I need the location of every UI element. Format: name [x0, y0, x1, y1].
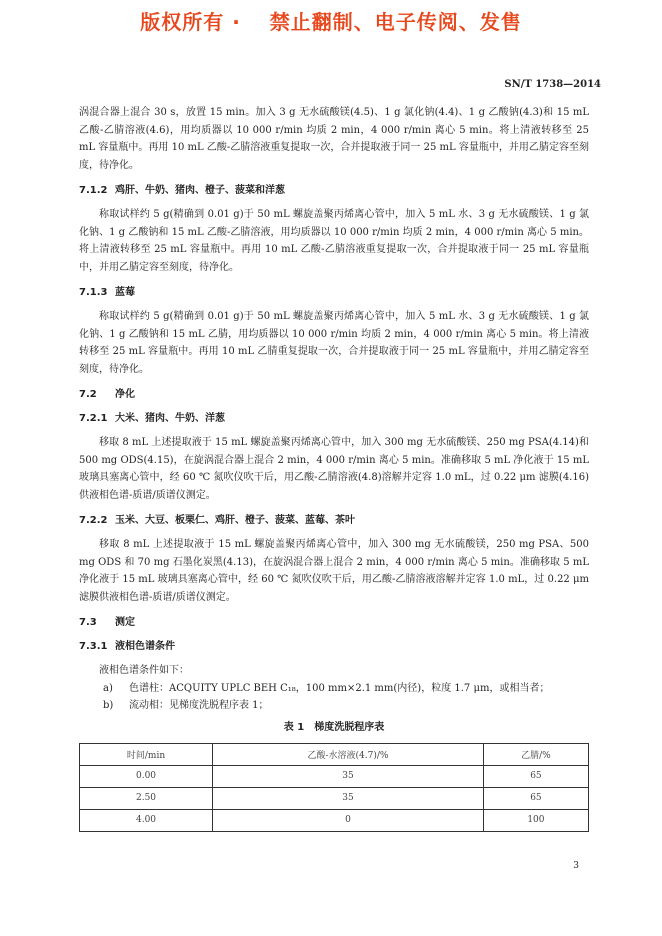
table-row [80, 765, 589, 787]
section-heading-7-2 [79, 388, 589, 402]
table-header-cell: 乙酸-水溶液(4.7)/% [213, 743, 484, 765]
page-content [79, 104, 589, 832]
section-7-1-2-paragraph: 称取试样约 5 g(精确到 0.01 g)于 50 mL 螺旋盖聚丙烯离心管中，加入 5 mL 水、3 g 无水硫酸镁、1 g 氯化钠、1 g 乙酸钠和 15 mL 乙酸-乙腈溶液，用均质器以 10 000 r/min 均质 2 min，4 000 r/min 离心 5 min。将上清液转移至 25 mL 容量瓶中。再用 10 mL 乙酸-乙腈溶液重复提取一次，合并提取液于同一 25 mL 容量瓶中，并用乙腈定容至刻度，待净化。 [79, 209, 589, 273]
section-number: 7.2.2 [79, 515, 108, 526]
table-header-cell: 乙腈/% [483, 743, 588, 765]
gradient-table [79, 743, 589, 832]
section-title: 玉米、大豆、板栗仁、鸡肝、橙子、菠菜、蓝莓、茶叶 [115, 515, 355, 526]
section-number: 7.1.2 [79, 185, 108, 196]
section-number: 7.2 [79, 389, 97, 400]
section-heading-7-2-2 [79, 514, 589, 528]
table-cell: 100 [483, 809, 588, 831]
item-text: 色谱柱：ACQUITY UPLC BEH C₁₈，100 mm×2.1 mm(内径)，粒度 1.7 μm，或相当者； [129, 682, 550, 694]
page-number: 3 [573, 861, 579, 871]
section-heading-7-1-3 [79, 286, 589, 300]
table-cell: 4.00 [80, 809, 213, 831]
list-item [79, 680, 589, 697]
section-7-1-3-paragraph: 称取试样约 5 g(精确到 0.01 g)于 50 mL 螺旋盖聚丙烯离心管中，加入 5 mL 水、3 g 无水硫酸镁、1 g 氯化钠、1 g 乙酸钠和 15 mL 乙腈，用均质器以 10 000 r/min 均质 2 min，4 000 r/min 离心 5 min。将上清液转移至 25 mL 容量瓶中。再用 10 mL 乙腈重复提取一次，合并提取液于同一 25 mL 容量瓶中，并用乙腈定容至刻度，待净化。 [79, 311, 589, 375]
table-cell: 0 [213, 809, 484, 831]
table-cell: 65 [483, 787, 588, 809]
table-row [80, 787, 589, 809]
table-row [80, 809, 589, 831]
section-heading-7-1-2 [79, 184, 589, 198]
section-title: 大米、猪肉、牛奶、洋葱 [115, 413, 225, 424]
section-number: 7.3 [79, 617, 97, 628]
section-title: 蓝莓 [115, 287, 135, 298]
section-number: 7.2.1 [79, 413, 108, 424]
section-7-2-1-paragraph: 移取 8 mL 上述提取液于 15 mL 螺旋盖聚丙烯离心管中，加入 300 mg 无水硫酸镁、250 mg PSA(4.14)和 500 mg ODS(4.15)，在旋涡混合器上混合 2 min，4 000 r/min 离心 5 min。准确移取 5 mL 净化液于 15 mL 玻璃具塞离心管中，经 60 ℃ 氮吹仪吹干后，用乙酸-乙腈溶液(4.8)溶解并定容 1.0 mL，过 0.22 μm 滤膜(4.16)供液相色谱-质谱/质谱仪测定。 [79, 437, 589, 501]
section-title: 净化 [115, 389, 135, 400]
table-cell: 2.50 [80, 787, 213, 809]
section-7-3-1-intro: 液相色谱条件如下： [99, 665, 189, 676]
item-text: 流动相：见梯度洗脱程序表 1； [129, 699, 269, 711]
table-cell: 35 [213, 787, 484, 809]
section-heading-7-3 [79, 616, 589, 630]
table-cell: 35 [213, 765, 484, 787]
list-item [79, 697, 589, 714]
table-cell: 0.00 [80, 765, 213, 787]
section-heading-7-3-1 [79, 640, 589, 654]
table-header-row [80, 743, 589, 765]
table-header-cell: 时间/min [80, 743, 213, 765]
section-heading-7-2-1 [79, 412, 589, 426]
intro-paragraph: 涡混合器上混合 30 s，放置 15 min。加入 3 g 无水硫酸镁(4.5)、1 g 氯化钠(4.4)、1 g 乙酸钠(4.3)和 15 mL 乙酸-乙腈溶液(4.6)，用均质器以 10 000 r/min 均质 2 min，4 000 r/min 离心 5 min。将上清液转移至 25 mL 容量瓶中。再用 10 mL 乙酸-乙腈溶液重复提取一次，合并提取液于同一 25 mL 容量瓶中，并用乙腈定容至刻度，待净化。 [79, 107, 589, 171]
section-number: 7.3.1 [79, 641, 108, 652]
document-id: SN/T 1738—2014 [504, 79, 601, 90]
watermark: 版权所有 · 禁止翻制、电子传阅、发售 [140, 10, 522, 34]
section-title: 测定 [115, 617, 135, 628]
section-7-2-2-paragraph: 移取 8 mL 上述提取液于 15 mL 螺旋盖聚丙烯离心管中，加入 300 mg 无水硫酸镁，250 mg PSA、500 mg ODS 和 70 mg 石墨化炭黑(4.13)，在旋涡混合器上混合 2 min，4 000 r/min 离心 5 min。准确移取 5 mL 净化液于 15 mL 玻璃具塞离心管中，经 60 ℃ 氮吹仪吹干后，用乙酸-乙腈溶液溶解并定容 1.0 mL，过 0.22 μm 滤膜供液相色谱-质谱/质谱仪测定。 [79, 539, 589, 603]
item-label: a) [103, 682, 113, 694]
table-cell: 65 [483, 765, 588, 787]
section-number: 7.1.3 [79, 287, 108, 298]
section-title: 液相色谱条件 [115, 641, 175, 652]
section-title: 鸡肝、牛奶、猪肉、橙子、菠菜和洋葱 [115, 185, 285, 196]
item-label: b) [103, 699, 114, 711]
table-caption: 表 1 梯度洗脱程序表 [283, 721, 385, 733]
